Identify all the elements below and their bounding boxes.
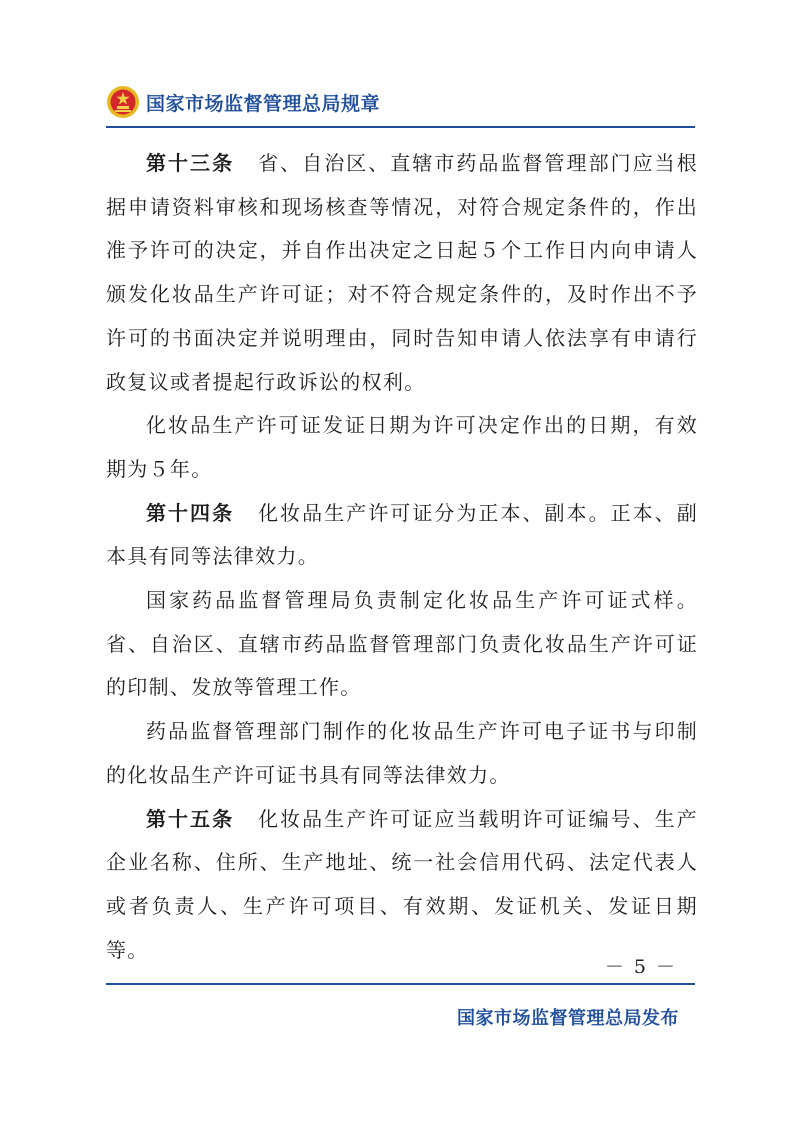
article-text: 省、自治区、直辖市药品监督管理部门应当根据申请资料审核和现场核查等情况，对符合规定条件的，作出准予许可的决定，并自作出决定之日起５个工作日内向申请人颁发化妆品生产许可证；对不符合规定条件的，及时作出不予许可的书面决定并说明理由，同时告知申请人依法享有申请行政复议或者提起行政诉讼的权利。 bbox=[106, 151, 699, 394]
page-number: － 5 － bbox=[604, 956, 677, 978]
header-divider bbox=[106, 126, 695, 128]
national-emblem-icon bbox=[106, 85, 140, 119]
article-13-paragraph-2 bbox=[106, 404, 698, 491]
article-14-paragraph bbox=[106, 492, 698, 579]
article-text: 国家药品监督管理局负责制定化妆品生产许可证式样。省、自治区、直辖市药品监督管理部门负责化妆品生产许可证的印制、发放等管理工作。 bbox=[106, 588, 698, 700]
article-13-paragraph bbox=[106, 142, 698, 404]
article-15-paragraph bbox=[106, 798, 698, 973]
footer-divider bbox=[106, 983, 695, 985]
article-text: 化妆品生产许可证应当载明许可证编号、生产企业名称、住所、生产地址、统一社会信用代码、法定代表人或者负责人、生产许可项目、有效期、发证机关、发证日期等。 bbox=[106, 806, 699, 962]
article-text: 化妆品生产许可证分为正本、副本。正本、副本具有同等法律效力。 bbox=[106, 500, 699, 569]
article-label: 第十五条 bbox=[146, 806, 235, 831]
page-header bbox=[106, 86, 380, 118]
header-title: 国家市场监督管理总局规章 bbox=[146, 92, 381, 115]
article-14-paragraph-3 bbox=[106, 710, 698, 797]
article-14-paragraph-2 bbox=[106, 579, 698, 710]
footer-publisher: 国家市场监督管理总局发布 bbox=[457, 1008, 679, 1029]
article-label: 第十四条 bbox=[146, 500, 235, 525]
document-body bbox=[106, 142, 698, 972]
article-label: 第十三条 bbox=[146, 151, 235, 175]
article-text: 化妆品生产许可证发证日期为许可决定作出的日期，有效期为５年。 bbox=[106, 413, 698, 481]
article-text: 药品监督管理部门制作的化妆品生产许可电子证书与印制的化妆品生产许可证书具有同等法律效力。 bbox=[106, 719, 698, 787]
